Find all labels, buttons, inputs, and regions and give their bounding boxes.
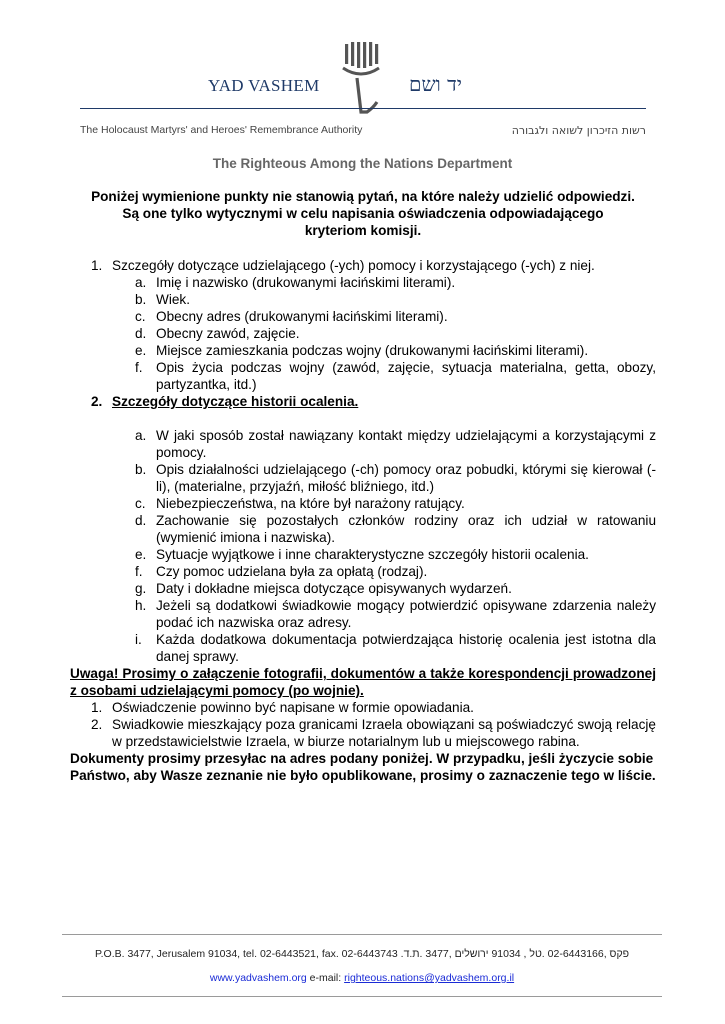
list-marker: f. [135, 360, 143, 375]
email-label: e-mail: [309, 972, 342, 984]
document-body [70, 188, 656, 784]
list-item [70, 274, 656, 291]
list-marker: a. [135, 275, 147, 290]
list-item [70, 325, 656, 342]
authority-hebrew: רשות הזיכרון לשואה ולגבורה [511, 124, 646, 137]
intro-line-1: Poniżej wymienione punkty nie stanowią pytań, na które należy udzielić odpowiedzi. [91, 189, 635, 204]
list-marker: h. [135, 598, 147, 613]
header-divider [80, 108, 646, 109]
list-marker: 2. [91, 717, 103, 732]
list-item [70, 716, 656, 750]
list-marker: b. [135, 462, 147, 477]
footer-contact [62, 972, 662, 984]
list-marker: d. [135, 326, 147, 341]
list-item [70, 631, 656, 665]
list-marker: d. [135, 513, 147, 528]
letterhead [0, 0, 725, 150]
section-1-marker: 1. [91, 258, 103, 273]
list-item [70, 546, 656, 563]
list-item [70, 563, 656, 580]
list-item [70, 308, 656, 325]
list-marker: b. [135, 292, 147, 307]
list-item [70, 580, 656, 597]
list-text: W jaki sposób został nawiązany kontakt między udzielającymi a korzystającymi z pomocy. [156, 428, 656, 460]
spacer [70, 410, 656, 427]
section-1-title: Szczegóły dotyczące udzielającego (-ych) pomocy i korzystającego (-ych) z niej. [112, 258, 595, 273]
authority-line [80, 124, 646, 137]
list-text: Swiadkowie mieszkający poza granicami Izraela obowiązani są poświadczyć swoją relację w przedstawicielstwie Izraela, w biurze notarialnym lub u miejscowego rabina. [112, 717, 656, 749]
intro-line-3: kryteriom komisji. [304, 223, 422, 238]
footer-divider-top [62, 934, 662, 935]
section-2-title: Szczegóły dotyczące historii ocalenia. [112, 394, 359, 409]
list-marker: f. [135, 564, 143, 579]
footer-divider-bottom [62, 996, 662, 997]
list-text: Czy pomoc udzielana była za opłatą (rodzaj). [156, 564, 428, 579]
list-item [70, 512, 656, 546]
list-text: Niebezpieczeństwa, na które był narażony ratujący. [156, 496, 465, 511]
section-2-list [70, 427, 656, 665]
website-link[interactable]: www.yadvashem.org [209, 972, 307, 984]
section-2-marker: 2. [91, 394, 103, 409]
list-marker: a. [135, 428, 147, 443]
list-text: Opis działalności udzielającego (-ch) pomocy oraz pobudki, którymi się kierował (-li), (materialne, przyjaźń, miłość bliźniego, itd.) [156, 462, 656, 494]
closing-paragraph: Dokumenty prosimy przesyłac na adres podany poniżej. W przypadku, jeśli życzycie sobie Państwo, aby Wasze zeznanie nie było opublikowane, prosimy o zaznaczenie tego w liście. [70, 751, 656, 783]
list-text: Zachowanie się pozostałych członków rodziny oraz ich udział w ratowaniu (wymienić imiona i nazwiska). [156, 513, 656, 545]
uwaga-list [70, 699, 656, 750]
intro-line-2: Są one tylko wytycznymi w celu napisania oświadczenia odpowiadającego [122, 206, 604, 221]
section-1 [70, 257, 656, 274]
list-item [70, 461, 656, 495]
list-text: Obecny zawód, zajęcie. [156, 326, 300, 341]
list-item [70, 699, 656, 716]
list-item [70, 427, 656, 461]
list-marker: c. [135, 496, 146, 511]
list-text: Oświadczenie powinno być napisane w formie opowiadania. [112, 700, 474, 715]
list-text: Miejsce zamieszkania podczas wojny (drukowanymi łacińskimi literami). [156, 343, 589, 358]
list-item [70, 359, 656, 393]
list-marker: g. [135, 581, 147, 596]
list-marker: e. [135, 547, 147, 562]
list-item [70, 495, 656, 512]
list-text: Daty i dokładne miejsca dotyczące opisywanych wydarzeń. [156, 581, 512, 596]
list-marker: e. [135, 343, 147, 358]
section-1-list [70, 274, 656, 393]
org-name-hebrew: יד ושם [409, 72, 462, 96]
list-marker: c. [135, 309, 146, 324]
email-link[interactable]: righteous.nations@yadvashem.org.il [344, 972, 515, 984]
authority-english: The Holocaust Martyrs' and Heroes' Remembrance Authority [80, 124, 363, 136]
footer-address: P.O.B. 3477, Jerusalem 91034, tel. 02-6443521, fax. 02-6443743 .פקס ,02-6443166 .טל , 91034 ירושלים ,3477 .ת.ד [94, 948, 630, 960]
section-2 [70, 393, 656, 410]
list-item [70, 597, 656, 631]
list-text: Imię i nazwisko (drukowanymi łacińskimi literami). [156, 275, 456, 290]
intro-paragraph [70, 188, 656, 239]
list-marker: 1. [91, 700, 103, 715]
department-title: The Righteous Among the Nations Department [212, 156, 513, 171]
list-text: Każda dodatkowa dokumentacja potwierdzająca historię ocalenia jest istotna dla danej sprawy. [156, 632, 656, 664]
org-name-english: YAD VASHEM [208, 76, 320, 95]
list-text: Obecny adres (drukowanymi łacińskimi literami). [156, 309, 448, 324]
list-item [70, 291, 656, 308]
uwaga-note: Uwaga! Prosimy o załączenie fotografii, dokumentów a także korespondencji prowadzonej z osobami udzielającymi pomocy (po wojnie). [70, 666, 656, 698]
list-marker: i. [135, 632, 142, 647]
list-text: Wiek. [156, 292, 190, 307]
list-text: Sytuacje wyjątkowe i inne charakterystyczne szczegóły historii ocalenia. [156, 547, 589, 562]
menorah-logo-icon [333, 42, 389, 114]
list-item [70, 342, 656, 359]
list-text: Opis życia podczas wojny (zawód, zajęcie, sytuacja materialna, getta, obozy, partyzantka, itd.) [156, 360, 656, 392]
list-text: Jeżeli są dodatkowi świadkowie mogący potwierdzić opisywane zdarzenia należy podać ich nazwiska oraz adresy. [156, 598, 656, 630]
